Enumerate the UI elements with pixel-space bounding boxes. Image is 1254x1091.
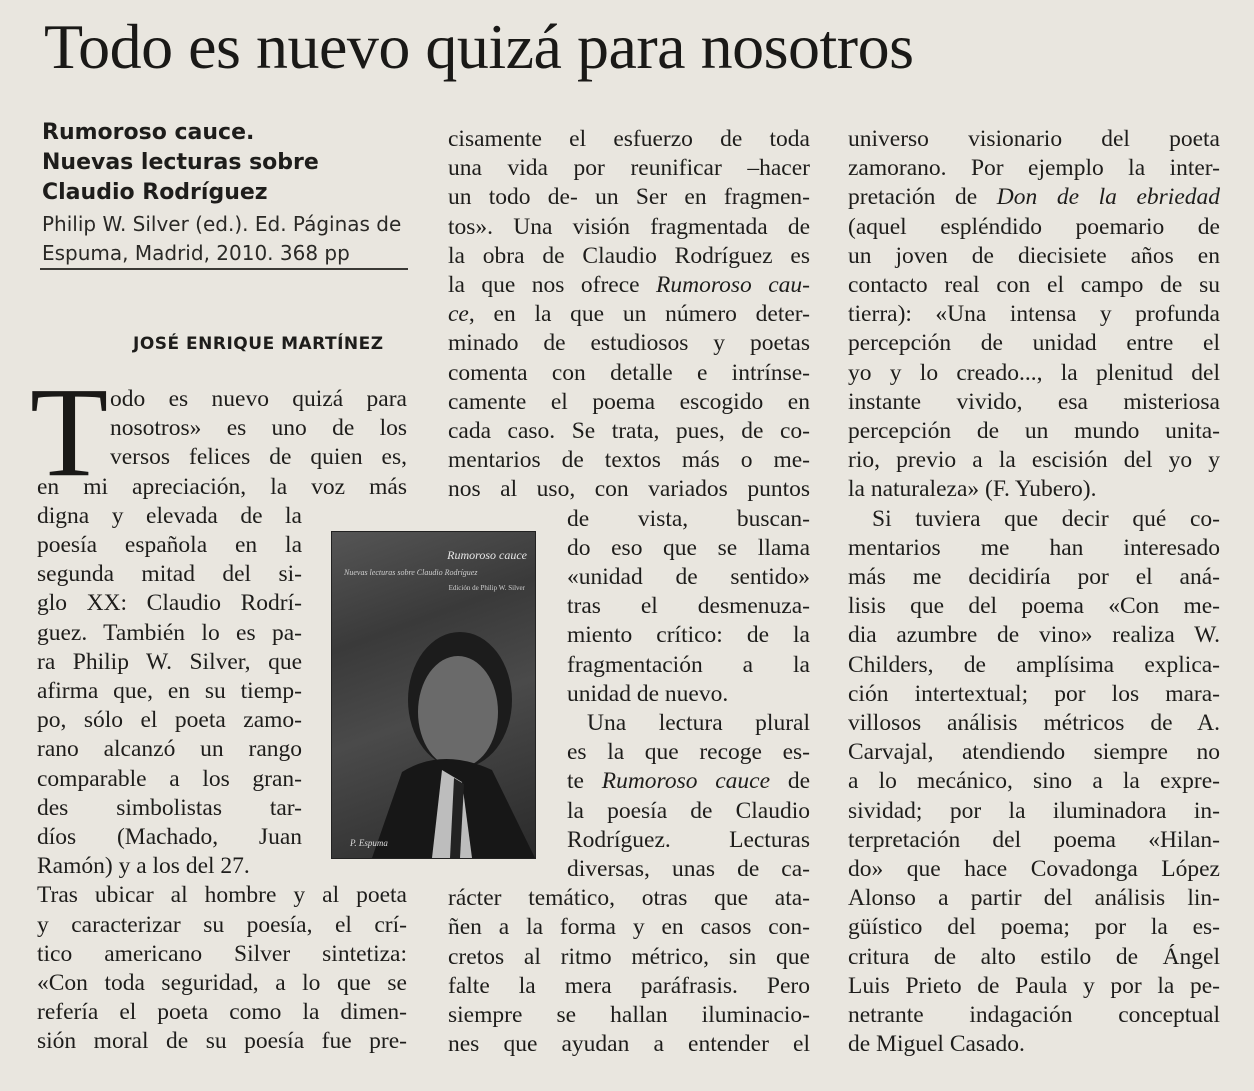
text-line: villosos análisis métricos de A. [848,710,1220,736]
text-line: digna y elevada de la [37,503,302,529]
text-line: mentarios de textos más o me- [448,447,810,473]
text-line: rio, previo a la escisión del yo y [848,447,1220,473]
text-line: comenta con detalle e intrínse- [448,360,810,386]
text-line: la poesía de Claudio [567,798,810,824]
text-line: (aquel espléndido poemario de [848,214,1220,240]
text-line: la que nos ofrece Rumoroso cau- [448,272,810,298]
text-line: un todo de- un Ser en fragmen- [448,184,810,210]
text-line: mentarios me han interesado [848,535,1220,561]
text-line: ción intertextual; por los mara- [848,681,1220,707]
portrait-illustration [332,532,535,858]
text-line: critura de alto estilo de Ángel [848,944,1220,970]
text-line: ce, en la que un número deter- [448,301,810,327]
text-line: Ramón) y a los del 27. [37,853,250,879]
text-line: siempre se hallan iluminacio- [448,1002,810,1028]
text-line: contacto real con el campo de su [848,272,1220,298]
cover-editor: Edición de Philip W. Silver [448,584,525,592]
text-line: Rodríguez. Lecturas [567,827,810,853]
cover-title: Rumoroso cauce [447,548,527,562]
text-line: des simbolistas tar- [37,795,302,821]
text-line: en mi apreciación, la voz más [37,474,407,500]
text-line: glo XX: Claudio Rodrí- [37,590,302,616]
text-line: tras el desmenuza- [567,593,810,619]
text-line: Alonso a partir del análisis lin- [848,885,1220,911]
text-line: la obra de Claudio Rodríguez es [448,243,810,269]
text-line: do» que hace Covadonga López [848,856,1220,882]
text-line: de vista, buscan- [567,506,810,532]
text-line: más me decidiría por el aná- [848,564,1220,590]
text-line: Carvajal, atendiendo siempre no [848,739,1220,765]
text-line: ra Philip W. Silver, que [37,649,302,675]
text-line: es la que recoge es- [567,739,810,765]
text-line: nosotros» es uno de los [110,415,407,441]
text-line: Childers, de amplísima explica- [848,652,1220,678]
text-line: comparable a los gran- [37,766,302,792]
text-line: «unidad de sentido» [567,564,810,590]
text-line: nos al uso, con variados puntos [448,476,810,502]
text-line: fragmentación a la [567,652,810,678]
text-line: poesía española en la [37,532,302,558]
article-headline: Todo es nuevo quizá para nosotros [44,11,914,82]
text-line: percepción de un mundo unita- [848,418,1220,444]
text-line: guez. También lo es pa- [37,620,302,646]
text-line: díos (Machado, Juan [37,824,302,850]
text-line: ñen a la forma y en casos con- [448,914,810,940]
text-line: camente el poema escogido en [448,389,810,415]
text-line: cada caso. Se trata, pues, de co- [448,418,810,444]
text-line: rácter temático, otras que ata- [448,885,810,911]
text-line: yo y lo creado..., la plenitud del [848,360,1220,386]
text-line: lisis que del poema «Con me- [848,593,1220,619]
text-line: universo visionario del poeta [848,126,1220,152]
text-line: sión moral de su poesía fue pre- [37,1028,407,1054]
text-line: sividad; por la iluminadora in- [848,798,1220,824]
text-line: instante vivido, esa misteriosa [848,389,1220,415]
book-title-line: Nuevas lecturas sobre [42,150,319,175]
text-line: cisamente el esfuerzo de toda [448,126,810,152]
text-line: de Miguel Casado. [848,1031,1025,1057]
text-line: tierra): «Una intensa y profunda [848,301,1220,327]
text-line: versos felices de quien es, [110,444,407,470]
text-line: cretos al ritmo métrico, sin que [448,944,810,970]
text-line: refería el poeta como la dimen- [37,999,407,1025]
text-line: dia azumbre de vino» realiza W. [848,622,1220,648]
text-line: nes que ayudan a entender el [448,1031,810,1057]
text-line: percepción de unidad entre el [848,330,1220,356]
author-byline: JOSÉ ENRIQUE MARTÍNEZ [133,334,384,354]
text-line: zamorano. Por ejemplo la inter- [848,155,1220,181]
book-title-line: Rumoroso cauce. [42,120,255,145]
text-line: minado de estudiosos y poetas [448,330,810,356]
book-info-line: Philip W. Silver (ed.). Ed. Páginas de [42,212,402,236]
text-line: «Con toda seguridad, a lo que se [37,970,407,996]
text-line: a lo mecánico, sino a la expre- [848,768,1220,794]
text-line: segunda mitad del si- [37,561,302,587]
text-line: afirma que, en su tiemp- [37,678,302,704]
text-line: Luis Prieto de Paula y por la pe- [848,973,1220,999]
text-line: rano alcanzó un rango [37,736,302,762]
text-line: pretación de Don de la ebriedad [848,184,1220,210]
book-title-line: Claudio Rodríguez [42,180,268,205]
text-line: terpretación del poema «Hilan- [848,827,1220,853]
text-line: tico americano Silver sintetiza: [37,941,407,967]
text-line: diversas, unas de ca- [567,856,810,882]
text-line: un joven de diecisiete años en [848,243,1220,269]
text-line: do eso que se llama [567,535,810,561]
text-line: Una lectura plural [587,710,810,736]
text-line: po, sólo el poeta zamo- [37,707,302,733]
book-info-line: Espuma, Madrid, 2010. 368 pp [42,241,350,265]
text-line: Si tuviera que decir qué co- [872,506,1220,532]
text-line: odo es nuevo quizá para [110,386,407,412]
text-line: te Rumoroso cauce de [567,768,810,794]
drop-cap: T [30,361,109,503]
text-line: falte la mera paráfrasis. Pero [448,973,810,999]
text-line: netrante indagación conceptual [848,1002,1220,1028]
divider-rule [40,268,408,270]
text-line: güístico del poema; por la es- [848,914,1220,940]
text-line: una vida por reunificar –hacer [448,155,810,181]
text-line: Tras ubicar al hombre y al poeta [37,882,407,908]
cover-subtitle: Nuevas lecturas sobre Claudio Rodríguez [344,568,478,577]
text-line: miento crítico: de la [567,622,810,648]
text-line: la naturaleza» (F. Yubero). [848,476,1097,502]
publisher-mark: P. Espuma [350,838,388,848]
book-cover-image [331,531,536,859]
text-line: y caracterizar su poesía, el crí- [37,912,407,938]
text-line: unidad de nuevo. [567,681,729,707]
text-line: tos». Una visión fragmentada de [448,214,810,240]
